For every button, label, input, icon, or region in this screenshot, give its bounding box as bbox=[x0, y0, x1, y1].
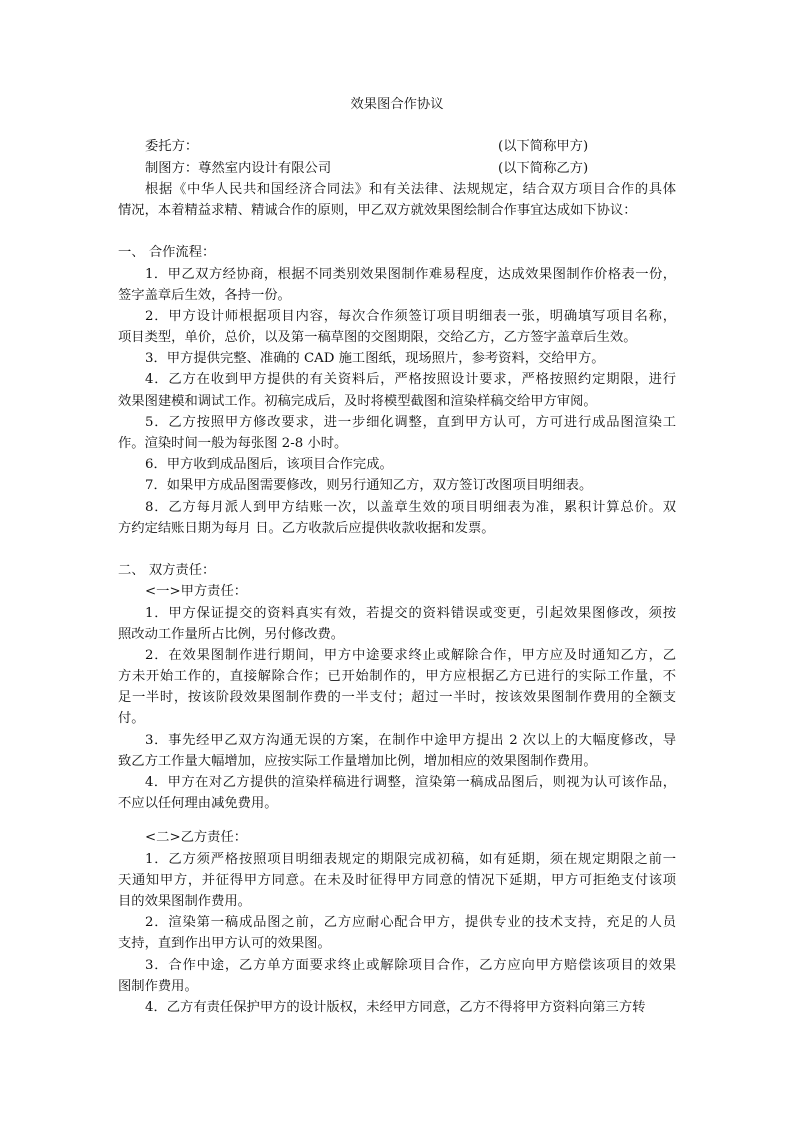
section1-items bbox=[118, 264, 676, 539]
process-item-line: 2．甲方设计师根据项目内容，每次合作须签订项目明细表一张，明确填写项目名称， bbox=[145, 308, 676, 324]
party-a-item-line: 方未开始工作的，直接解除合作；已开始制作的，甲方应根据乙方已进行的实际工作量，不 bbox=[118, 669, 676, 685]
party-a-item-line: 2．在效果图制作进行期间，甲方中途要求终止或解除合作，甲方应及时通知乙方，乙 bbox=[145, 647, 676, 663]
party-a-item-line: 致乙方工作量大幅增加，应按实际工作量增加比例，增加相应的效果图制作费用。 bbox=[118, 753, 597, 769]
spacer bbox=[118, 115, 676, 136]
party-b-item bbox=[118, 997, 676, 1018]
party-a-item bbox=[118, 645, 676, 730]
party-b-items bbox=[118, 849, 676, 1019]
party-a-item-line: 不应以任何理由减免费用。 bbox=[118, 796, 278, 812]
party-a-item bbox=[118, 603, 676, 645]
client-alias: (以下简称甲方) bbox=[498, 139, 589, 155]
process-item-line: 4．乙方在收到甲方提供的有关资料后，严格按照设计要求，严格按照约定期限，进行 bbox=[145, 372, 676, 388]
party-b-item bbox=[118, 849, 676, 913]
party-b-item-line: 图制作费用。 bbox=[118, 978, 198, 994]
client-label: 委托方： bbox=[145, 139, 199, 155]
process-item-line: 作。渲染时间一般为每张图 2-8 小时。 bbox=[118, 436, 348, 451]
process-item-line: 签字盖章后生效，各持一份。 bbox=[118, 287, 291, 303]
maker-alias: (以下简称乙方) bbox=[498, 160, 589, 176]
party-a-item-line: 照改动工作量所占比例，另付修改费。 bbox=[118, 626, 345, 642]
process-item bbox=[118, 369, 676, 411]
process-item bbox=[118, 497, 676, 539]
spacer bbox=[118, 539, 676, 560]
party-b-item-line: 1．乙方须严格按照项目明细表规定的期限完成初稿，如有延期，须在规定期限之前一 bbox=[145, 851, 676, 867]
process-item bbox=[118, 412, 676, 454]
party-a-item-line: 1．甲方保证提交的资料真实有效，若提交的资料错误或变更，引起效果图修改，须按 bbox=[145, 605, 676, 621]
process-item-line: 效果图建模和调试工作。初稿完成后，及时将模型截图和渲染样稿交给甲方审阅。 bbox=[118, 393, 597, 409]
party-b-item-line: 目的效果图制作费用。 bbox=[118, 893, 251, 909]
party-b-item-line: 支持，直到作出甲方认可的效果图。 bbox=[118, 936, 331, 952]
party-b-item-line: 2．渲染第一稿成品图之前，乙方应耐心配合甲方，提供专业的技术支持，充足的人员 bbox=[145, 915, 676, 931]
preamble bbox=[118, 179, 676, 221]
process-item-line: 5．乙方按照甲方修改要求，进一步细化调整，直到甲方认可，方可进行成品图渲染工 bbox=[145, 414, 676, 430]
party-a-item bbox=[118, 730, 676, 772]
document-title: 效果图合作协议 bbox=[350, 97, 444, 112]
party-a-item-line: 3．事先经甲乙双方沟通无误的方案，在制作中途甲方提出 2 次以上的大幅度修改，导 bbox=[145, 732, 676, 748]
process-item bbox=[118, 475, 676, 496]
party-b-heading: <二>乙方责任： bbox=[145, 830, 248, 846]
agreement-document bbox=[118, 94, 676, 1018]
party-b-item-line: 3．合作中途，乙方单方面要求终止或解除项目合作，乙方应向甲方赔偿该项目的效果 bbox=[145, 957, 676, 973]
preamble-line: 情况，本着精益求精、精诚合作的原则，甲乙双方就效果图绘制合作事宜达成如下协议： bbox=[118, 202, 637, 218]
party-b-item-line: 4．乙方有责任保护甲方的设计版权，未经甲方同意，乙方不得将甲方资料向第三方转 bbox=[145, 999, 646, 1015]
process-item-line: 7．如果甲方成品图需要修改，则另行通知乙方，双方签订改图项目明细表。 bbox=[145, 478, 593, 494]
process-item bbox=[118, 306, 676, 348]
party-a-item-line: 足一半时，按该阶段效果图制作费的一半支付；超过一半时，按该效果图制作费用的全额支 bbox=[118, 690, 676, 706]
maker-label: 制图方：尊然室内设计有限公司 bbox=[145, 160, 332, 176]
party-a-item bbox=[118, 772, 676, 814]
process-item-line: 3．甲方提供完整、准确的 CAD 施工图纸，现场照片，参考资料，交给甲方。 bbox=[145, 351, 605, 367]
process-item bbox=[118, 348, 676, 369]
section1-heading: 一、 合作流程： bbox=[118, 245, 216, 261]
party-a-item-line: 付。 bbox=[118, 711, 145, 727]
process-item bbox=[118, 454, 676, 475]
spacer bbox=[118, 814, 676, 827]
party-b-item-line: 天通知甲方，并征得甲方同意。在未及时征得甲方同意的情况下延期，甲方可拒绝支付该项 bbox=[118, 872, 676, 888]
process-item-line: 项目类型，单价，总价，以及第一稿草图的交图期限，交给乙方，乙方签字盖章后生效。 bbox=[118, 330, 637, 346]
section2-heading: 二、 双方责任： bbox=[118, 563, 216, 579]
process-item bbox=[118, 264, 676, 306]
party-b-item bbox=[118, 955, 676, 997]
process-item-line: 1．甲乙双方经协商，根据不同类别效果图制作难易程度，达成效果图制作价格表一份， bbox=[145, 266, 676, 282]
maker-party-line bbox=[118, 158, 676, 179]
preamble-line: 根据《中华人民共和国经济合同法》和有关法律、法规规定，结合双方项目合作的具体 bbox=[145, 181, 676, 197]
party-a-heading: <一>甲方责任： bbox=[145, 584, 248, 600]
party-a-item-line: 4．甲方在对乙方提供的渲染样稿进行调整，渲染第一稿成品图后，则视为认可该作品， bbox=[145, 775, 676, 790]
party-b-item bbox=[118, 912, 676, 954]
process-item-line: 方约定结账日期为每月 日。乙方收款后应提供收款收据和发票。 bbox=[118, 520, 495, 536]
process-item-line: 6．甲方收到成品图后，该项目合作完成。 bbox=[145, 457, 393, 473]
party-a-items bbox=[118, 603, 676, 815]
spacer bbox=[118, 221, 676, 242]
process-item-line: 8．乙方每月派人到甲方结账一次，以盖章生效的项目明细表为准，累积计算总价。双 bbox=[145, 499, 676, 515]
client-party-line bbox=[118, 136, 676, 157]
